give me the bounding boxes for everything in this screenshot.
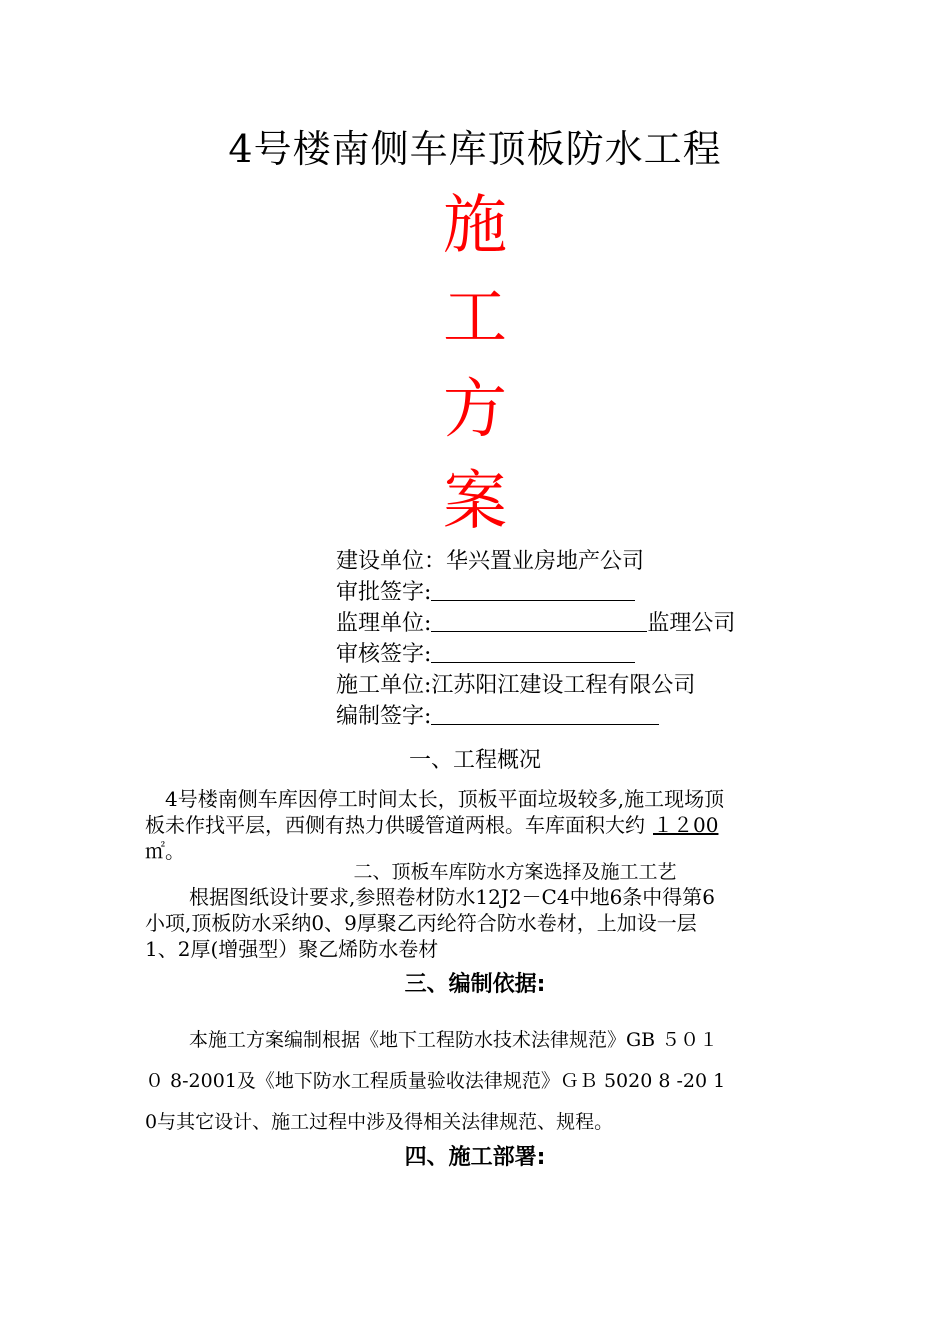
- red-char-shi: 施: [443, 189, 507, 263]
- section3-body: [145, 1020, 805, 1143]
- red-char-fang: 方: [443, 373, 507, 447]
- supervisor-blank: [431, 609, 647, 632]
- compile-label: 编制签字:: [336, 704, 432, 729]
- constructor-value: 江苏阳江建设工程有限公司: [431, 673, 696, 698]
- supervisor-suffix: 监理公司: [647, 611, 736, 636]
- section3-line2: ０ 8-2001及《地下防水工程质量验收法律规范》ＧＢ 5020 8 -20 1: [145, 1070, 726, 1092]
- approve-label: 审批签字:: [336, 580, 432, 605]
- section2-body: [145, 884, 805, 962]
- red-char-gong: 工: [443, 281, 507, 355]
- section2-heading: 二、顶板车库防水方案选择及施工工艺: [353, 861, 677, 883]
- section2-line1: 根据图纸设计要求,参照卷材防水12J2－C4中地6条中得第6: [189, 885, 716, 909]
- garage-area-value: １２00: [653, 813, 719, 837]
- section4-heading: 四、施工部署:: [404, 1145, 546, 1170]
- section1-line2-text: 板未作找平层，西侧有热力供暖管道两根。车库面积大约: [145, 813, 645, 837]
- supervisor-label: 监理单位:: [336, 611, 432, 636]
- constructor-row: [336, 670, 735, 701]
- section3-line1: 本施工方案编制根据《地下工程防水技术法律规范》GB ５０１: [189, 1029, 719, 1051]
- compile-signature-blank: [431, 702, 659, 725]
- supervisor-row: [336, 608, 735, 639]
- section1-line1: 4号楼南侧车库因停工时间太长，顶板平面垃圾较多,施工现场顶: [165, 787, 725, 811]
- builder-label: 建设单位：: [336, 549, 447, 574]
- section3-line3: 0与其它设计、施工过程中涉及得相关法律规范、规程。: [145, 1111, 614, 1133]
- constructor-label: 施工单位:: [336, 673, 432, 698]
- section2-line3: 1、2厚(增强型）聚乙烯防水卷材: [145, 937, 439, 961]
- red-char-an: 案: [443, 465, 507, 539]
- document-title: 4号楼南侧车库顶板防水工程: [228, 127, 722, 171]
- approve-signature-blank: [431, 578, 635, 601]
- approve-row: [336, 577, 735, 608]
- section1-line3: ㎡。: [145, 839, 185, 863]
- builder-row: [336, 546, 735, 577]
- section2-line2: 小项,顶板防水采纳0、9厚聚乙丙纶符合防水卷材，上加设一层: [145, 911, 697, 935]
- review-signature-blank: [431, 640, 635, 663]
- section1-heading: 一、工程概况: [408, 748, 541, 773]
- section3-heading: 三、编制依据:: [404, 972, 546, 997]
- review-label: 审核签字:: [336, 642, 432, 667]
- review-row: [336, 639, 735, 670]
- section1-body: [145, 786, 805, 864]
- info-block: [336, 546, 735, 732]
- builder-value: 华兴置业房地产公司: [446, 549, 645, 574]
- section1-line2: [145, 812, 805, 838]
- compile-row: [336, 701, 735, 732]
